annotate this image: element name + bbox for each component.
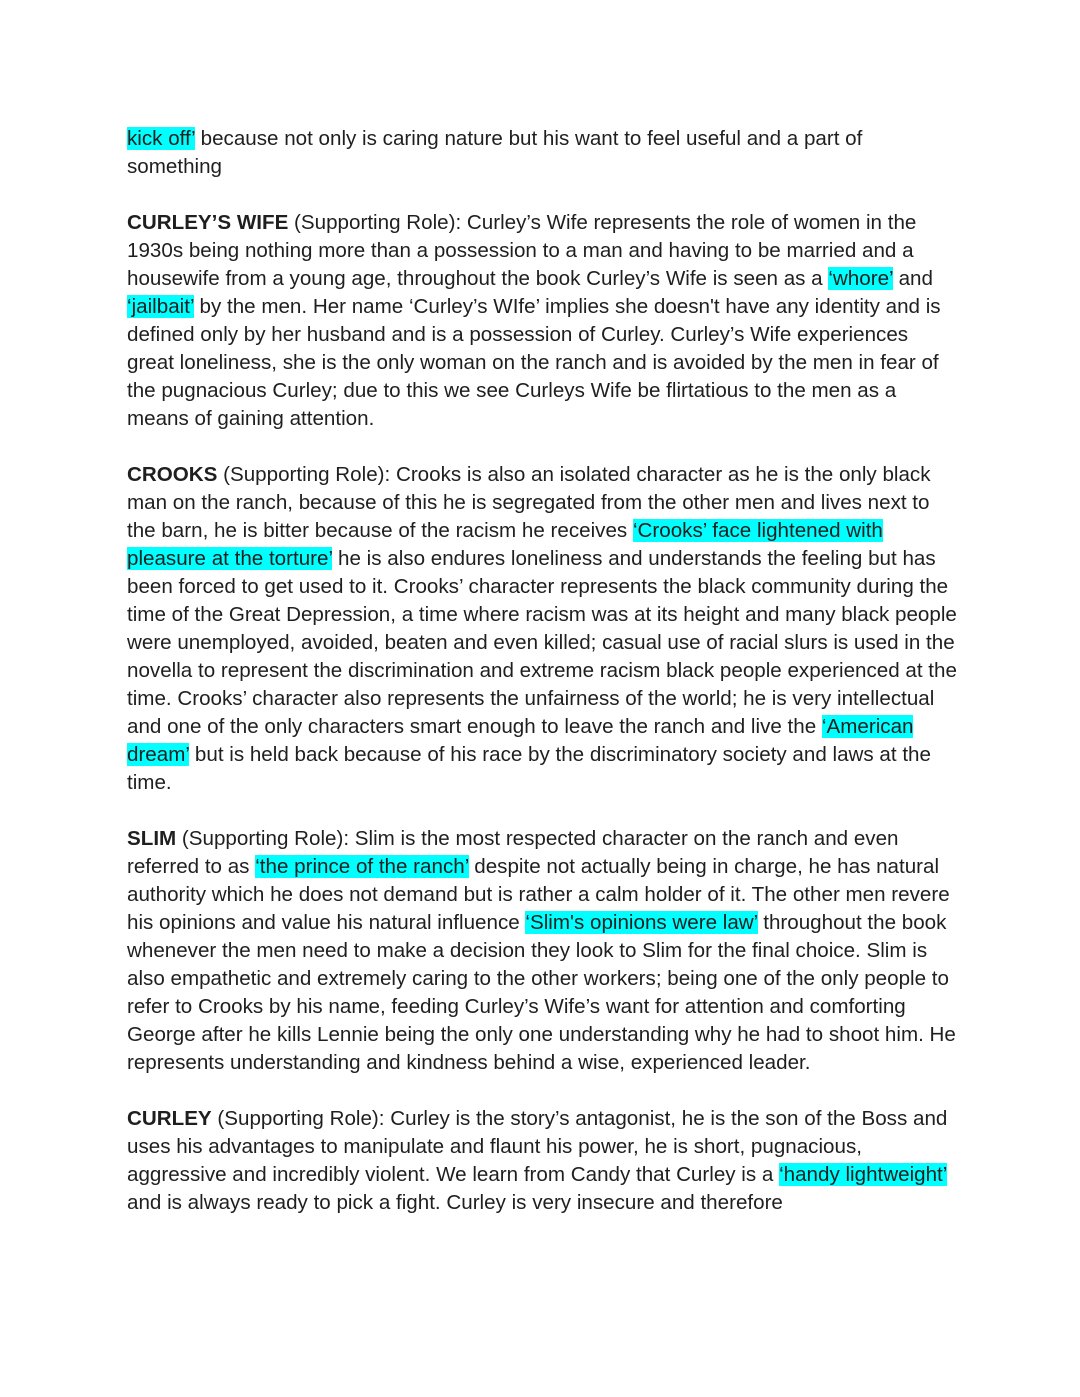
paragraph-text: and is always ready to pick a fight. Curley is very insecure and therefore: [127, 1191, 783, 1214]
paragraph-text: (Supporting Role): Curley is the story’s antagonist, he is the son of the Boss and uses his advantages to manipulate and flaunt his power, he is short, pugnacious, aggressive and incredibly violent. We learn from Candy that Curley is a: [127, 1107, 948, 1186]
paragraph-text: because not only is caring nature but his want to feel useful and a part of something: [127, 127, 863, 178]
paragraph-text: he is also endures loneliness and understands the feeling but has been forced to get used to it. Crooks’ character represents the black community during the time of the Great Depression, a time where racism was at its height and many black people were unemployed, avoided, beaten and even killed; casual use of racial slurs is used in the novella to represent the discrimination and extreme racism black people experienced at the time. Crooks’ character also represents the unfairness of the world; he is very intellectual and one of the only characters smart enough to leave the ranch and live the: [127, 547, 957, 738]
character-heading: SLIM: [127, 827, 177, 850]
paragraph-crooks: [127, 461, 957, 797]
paragraph-text: by the men. Her name ‘Curley’s WIfe’ implies she doesn't have any identity and is defined only by her husband and is a possession of Curley. Curley’s Wife experiences great loneliness, she is the only woman on the ranch and is avoided by the men in fear of the pugnacious Curley; due to this we see Curleys Wife be flirtatious to the men as a means of gaining attention.: [127, 295, 941, 430]
paragraph-text: despite not actually being in charge, he has natural authority which he does not demand but is rather a calm holder of it. The other men revere his opinions and value his natural influence: [127, 855, 950, 934]
quote-highlight: ‘Slim's opinions were law’: [525, 911, 758, 934]
quote-highlight: kick off’: [127, 127, 195, 150]
paragraph-text: (Supporting Role): Curley’s Wife represents the role of women in the 1930s being nothing more than a possession to a man and having to be married and a housewife from a young age, throughout the book Curley’s Wife is seen as a: [127, 211, 917, 290]
paragraph-curley: [127, 1105, 957, 1217]
paragraph-text: and: [892, 267, 933, 290]
character-heading: CROOKS: [127, 463, 218, 486]
paragraph-text: (Supporting Role): Slim is the most respected character on the ranch and even referred to as: [127, 827, 899, 878]
quote-highlight: ‘handy lightweight’: [779, 1163, 947, 1186]
quote-highlight: ‘American dream’: [127, 715, 914, 766]
quote-highlight: ‘the prince of the ranch’: [255, 855, 469, 878]
paragraph-text: throughout the book whenever the men need to make a decision they look to Slim for the final choice. Slim is also empathetic and extremely caring to the other workers; being one of the only people to refer to Crooks by his name, feeding Curley’s Wife’s want for attention and comforting George after he kills Lennie being the only one understanding why he had to shoot him. He represents understanding and kindness behind a wise, experienced leader.: [127, 911, 956, 1074]
quote-highlight: ‘whore’: [828, 267, 893, 290]
quote-highlight: ‘jailbait’: [127, 295, 194, 318]
character-heading: CURLEY’S WIFE: [127, 211, 289, 234]
paragraph-curleys-wife: [127, 209, 957, 433]
paragraph-text: but is held back because of his race by the discriminatory society and laws at the time.: [127, 743, 931, 794]
paragraph-text: (Supporting Role): Crooks is also an isolated character as he is the only black man on the ranch, because of this he is segregated from the other men and lives next to the barn, he is bitter because of the racism he receives: [127, 463, 931, 542]
character-heading: CURLEY: [127, 1107, 212, 1130]
paragraph-intro-fragment: [127, 125, 957, 181]
quote-highlight: ‘Crooks’ face lightened with pleasure at the torture’: [127, 519, 883, 570]
paragraph-slim: [127, 825, 957, 1077]
document-page: [127, 125, 957, 1245]
